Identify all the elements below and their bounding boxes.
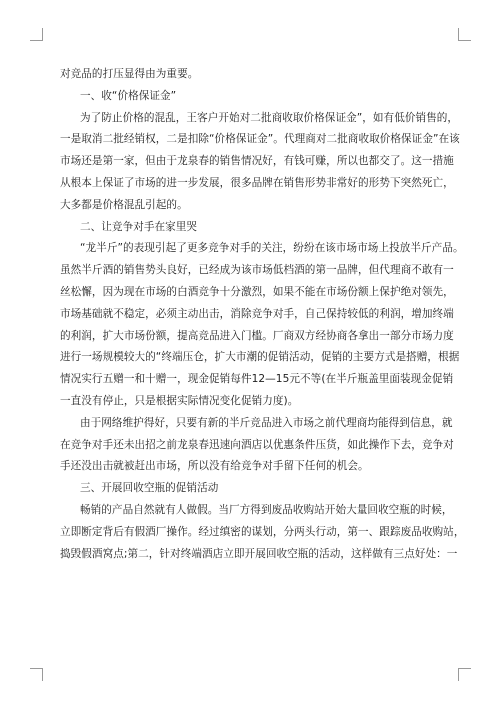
text-line: 市场还是第一家，但由于龙泉春的销售情况好，有钱可赚，所以也都交了。这一措施 [60,155,454,168]
text-line: 大多都是价格混乱引起的。 [60,198,188,211]
text-line: 虽然半斤酒的销售势头良好，已经成为该市场低档酒的第一品牌，但代理商不敢有一 [60,264,454,277]
text-line: 进行一场规模较大的“终端压仓，扩大市潮的促销活动，促销的主要方式是搭赠，根据 [60,351,460,364]
text-line: 由于网络维护得好，只要有新的半斤竞品进入市场之前代理商均能得到信息，就 [80,416,453,429]
crop-mark-top-left [30,28,43,41]
text-line: 在竞争对手还未出招之前龙泉春迅速向酒店以优惠条件压货，如此操作下去，竞争对 [60,438,454,451]
text-line: 情况实行五赠一和十赠一，现金促销每件12—15元不等(在半斤瓶盖里面装现金促销 [60,373,454,386]
text-line: 为了防止价格的混乱，王客户开始对二批商收取价格保证金”，如有低价销售的， [80,111,459,124]
text-line: 的利润，扩大市场份额，提高竞品进入门槛。厂商双方经协商各拿出一部分市场力度 [60,329,454,342]
section-heading: 一、收“价格保证金” [80,89,177,102]
text-line: 畅销的产品自然就有人做假。当厂方得到废品收购站开始大量回收空瓶的时候， [80,503,453,516]
text-line: 手还没出击就被赶出市场，所以没有给竞争对手留下任何的机会。 [60,460,369,473]
text-line: 对竞品的打压显得由为重要。 [60,68,199,80]
document-body [60,64,465,565]
text-line: 一直没有停止，只是根据实际情况变化促销力度)。 [60,394,299,407]
crop-mark-bottom-right [458,668,471,681]
section-heading: 二、让竞争对手在家里哭 [80,220,198,233]
text-line: “龙半斤”的表现引起了更多竞争对手的关注，纷纷在该市场市场上投放半斤产品。 [80,242,464,255]
text-line: 捣毁假酒窝点;第二，针对终端酒店立即开展回收空瓶的活动，这样做有三点好处：一 [60,547,458,560]
crop-mark-top-right [458,28,471,41]
text-line: 丝松懈，因为现在市场的白酒竞争十分激烈，如果不能在市场份额上保护绝对领先， [60,285,454,298]
crop-mark-bottom-left [30,668,43,681]
text-line: 立即断定背后有假酒厂操作。经过缜密的谋划，分两头行动，第一、跟踪废品收购站， [60,525,465,538]
text-line: 市场基础就不稳定，必须主动出击，消除竞争对手，自己保持较低的利润，增加终端 [60,307,454,320]
text-line: 从根本上保证了市场的进一步发展，很多品牌在销售形势非常好的形势下突然死亡， [60,176,454,189]
section-heading: 三、开展回收空瓶的促销活动 [80,482,219,495]
text-line: 一是取消二批经销权，二是扣除“价格保证金”。代理商对二批商收取价格保证金”在该 [60,133,460,146]
